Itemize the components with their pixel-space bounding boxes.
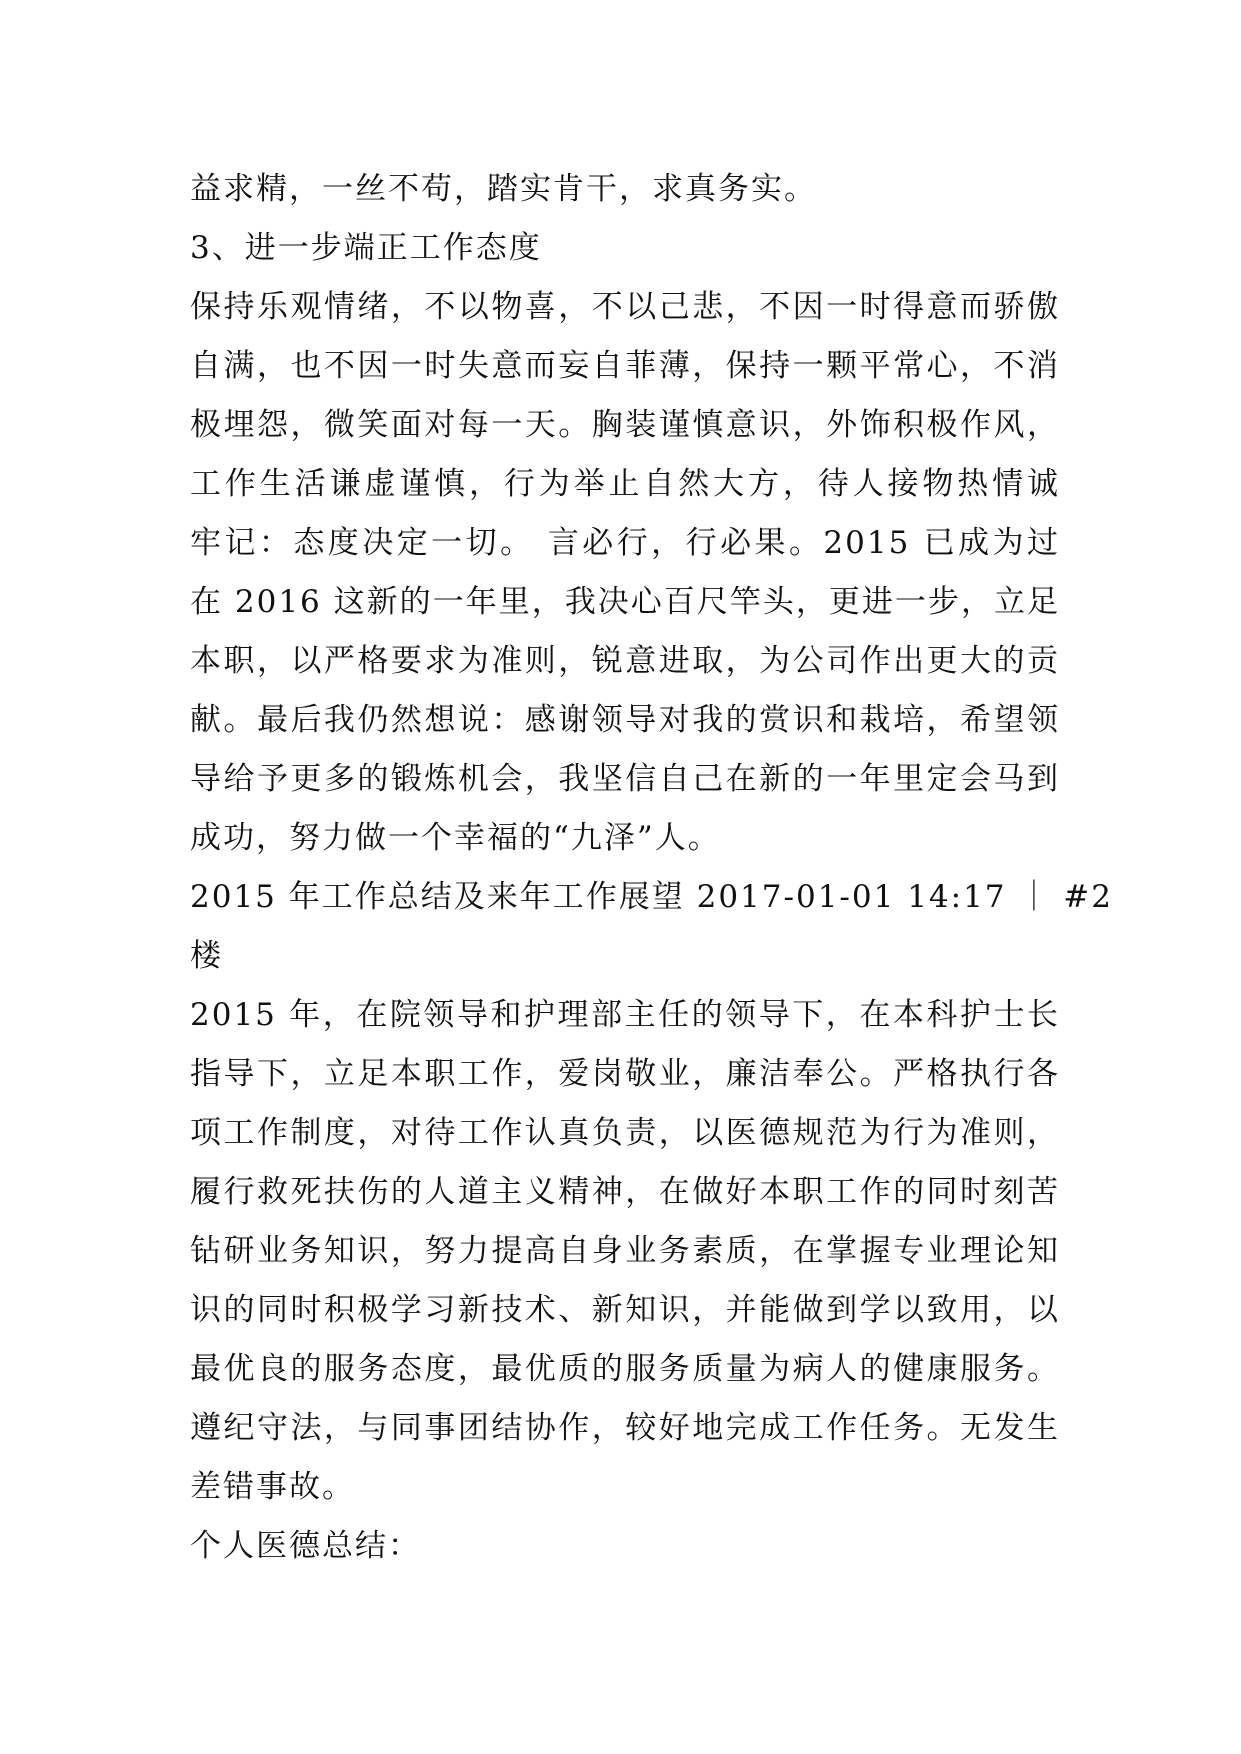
- text-line: 牢记：态度决定一切。 言必行，行必果。2015 已成为过: [190, 525, 1060, 561]
- text-line: 项工作制度，对待工作认真负责，以医德规范为行为准则，: [190, 1115, 1060, 1151]
- text-line: 保持乐观情绪，不以物喜，不以己悲，不因一时得意而骄傲: [190, 289, 1060, 325]
- text-line: 钻研业务知识，努力提高自身业务素质，在掌握专业理论知: [190, 1233, 1060, 1269]
- text-line: 履行救死扶伤的人道主义精神，在做好本职工作的同时刻苦: [190, 1174, 1060, 1210]
- post-header-floor: 楼: [190, 938, 223, 974]
- text-line: 2015 年，在院领导和护理部主任的领导下，在本科护士长: [190, 997, 1060, 1033]
- text-line: 自满，也不因一时失意而妄自菲薄，保持一颗平常心，不消: [190, 348, 1060, 384]
- text-line: 在 2016 这新的一年里，我决心百尺竿头，更进一步，立足: [190, 584, 1060, 620]
- text-line: 识的同时积极学习新技术、新知识，并能做到学以致用，以: [190, 1292, 1060, 1328]
- post-header: 2015 年工作总结及来年工作展望 2017-01-01 14:17 ｜ #2: [190, 879, 1113, 915]
- text-line: 差错事故。: [190, 1469, 355, 1505]
- text-line: 遵纪守法，与同事团结协作，较好地完成工作任务。无发生: [190, 1410, 1060, 1446]
- section-heading: 3、进一步端正工作态度: [190, 230, 542, 266]
- text-line: 益求精，一丝不苟，踏实肯干，求真务实。: [190, 171, 817, 207]
- text-line: 献。最后我仍然想说：感谢领导对我的赏识和栽培，希望领: [190, 702, 1060, 738]
- text-line: 指导下，立足本职工作，爱岗敬业，廉洁奉公。严格执行各: [190, 1056, 1060, 1092]
- text-line: 本职，以严格要求为准则，锐意进取，为公司作出更大的贡: [190, 643, 1060, 679]
- document-body: [190, 160, 1113, 1576]
- text-line: 工作生活谦虚谨慎，行为举止自然大方，待人接物热情诚: [190, 466, 1060, 502]
- text-line: 成功，努力做一个幸福的“九泽”人。: [190, 820, 721, 856]
- section-heading: 个人医德总结：: [190, 1528, 421, 1564]
- text-line: 导给予更多的锻炼机会，我坚信自己在新的一年里定会马到: [190, 761, 1060, 797]
- text-line: 最优良的服务态度，最优质的服务质量为病人的健康服务。: [190, 1351, 1060, 1387]
- text-line: 极埋怨，微笑面对每一天。胸装谨慎意识，外饰积极作风，: [190, 407, 1060, 443]
